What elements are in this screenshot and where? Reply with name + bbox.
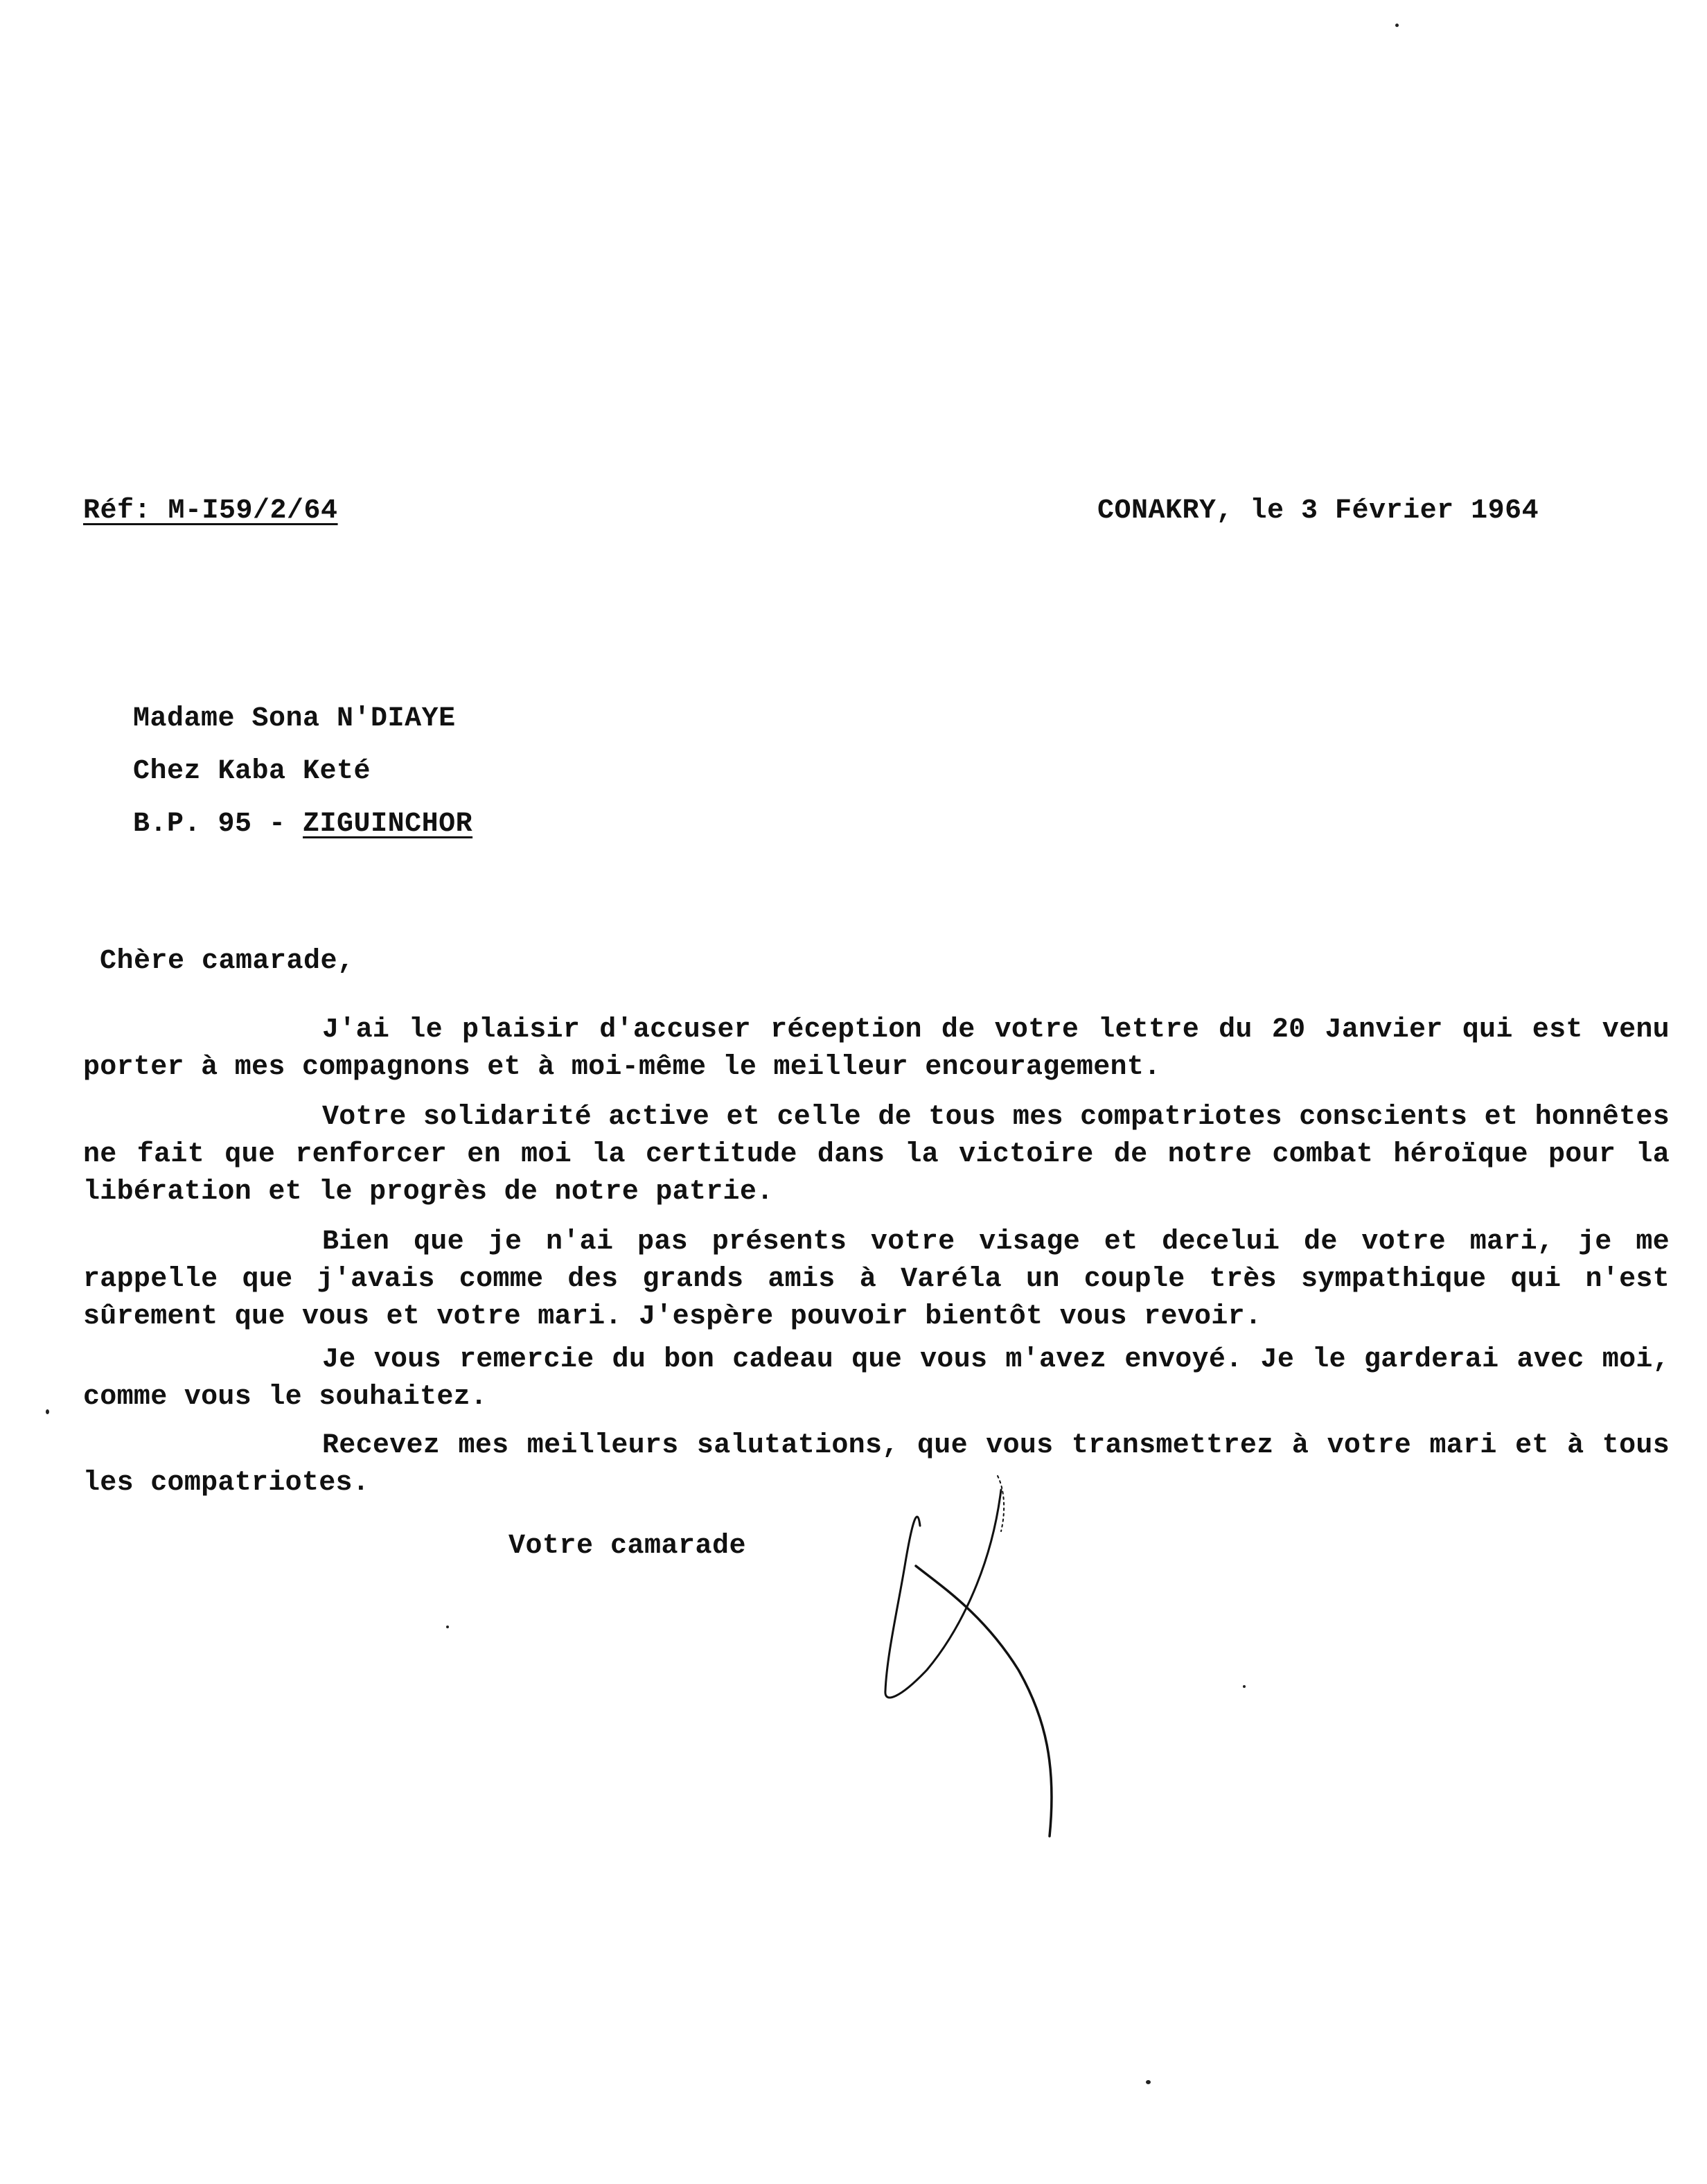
paper-speck bbox=[446, 1626, 449, 1628]
paragraph-5: Recevez mes meilleurs salutations, que vous transmettrez à votre mari et à tous les compatriotes. bbox=[83, 1430, 1670, 1499]
paragraph-1: J'ai le plaisir d'accuser réception de votre lettre du 20 Janvier qui est venu porter à mes compagnons et à moi-même le meilleur encouragement. bbox=[83, 1014, 1670, 1083]
paper-speck bbox=[46, 1409, 49, 1414]
paragraph-4: Je vous remercie du bon cadeau que vous m'avez envoyé. Je le garderai avec moi, comme vous le souhaitez. bbox=[83, 1344, 1670, 1413]
recipient-postbox: B.P. 95 - bbox=[133, 809, 303, 840]
recipient-name: Madame Sona N'DIAYE bbox=[133, 703, 456, 734]
recipient-city: ZIGUINCHOR bbox=[303, 809, 473, 840]
recipient-care-of: Chez Kaba Keté bbox=[133, 756, 371, 787]
recipient-postbox-line bbox=[133, 807, 472, 843]
paper-speck bbox=[1146, 2080, 1151, 2084]
paragraph-3: Bien que je n'ai pas présents votre visage et decelui de votre mari, je me rappelle que j'avais comme des grands amis à Varéla un couple très sympathique qui n'est sûrement que vous et votre mari. J'espère pouvoir bientôt vous revoir. bbox=[83, 1226, 1670, 1332]
reference-number: Réf: M-I59/2/64 bbox=[83, 495, 338, 527]
place-and-date: CONAKRY, le 3 Février 1964 bbox=[1097, 495, 1539, 527]
salutation: Chère camarade, bbox=[100, 946, 355, 977]
paper-speck bbox=[1395, 24, 1399, 27]
handwritten-signature bbox=[859, 1462, 1102, 1850]
paragraph-2: Votre solidarité active et celle de tous mes compatriotes conscients et honnêtes ne fait que renforcer en moi la certitude dans la victoire de notre combat héroïque pour la libération et le progrès de notre patrie. bbox=[83, 1102, 1670, 1208]
closing: Votre camarade bbox=[508, 1531, 747, 1562]
paper-speck bbox=[1243, 1685, 1246, 1688]
